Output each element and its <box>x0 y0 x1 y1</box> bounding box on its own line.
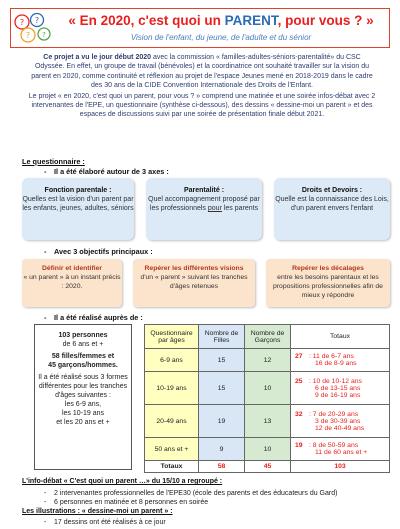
total-cell <box>291 349 390 372</box>
population-box <box>34 324 132 470</box>
pop-forms: Il a été réalisé sous 3 formes différentes pour les tranches d'âges suivantes : <box>38 374 128 399</box>
list-item-text: 2 intervenantes professionnelles de l'EPE30 (école des parents et des éducateurs du Gard) <box>54 490 338 497</box>
header-cell: Nombre de Filles <box>199 325 245 349</box>
total-number: 19 <box>295 442 303 449</box>
speech-bubbles-logo-icon <box>13 12 53 46</box>
boys-cell: 12 <box>245 349 291 372</box>
objective-text: entre les besoins parentaux et les propositions professionnelles afin de mieux y répondre <box>273 274 383 299</box>
objective-title: Repérer les différentes visions <box>144 265 244 272</box>
axis-card-droits <box>274 178 390 240</box>
title-part-2: , pour vous ? » <box>277 13 374 28</box>
objective-title: Repérer les décalages <box>292 265 364 272</box>
total-detail: : 11 de 6-7 ans 16 de 8-9 ans <box>295 353 357 367</box>
intro-paragraph-1 <box>28 53 376 91</box>
illustrations-heading: Les illustrations : « dessine-moi un parent » : <box>22 508 173 515</box>
total-detail: : 10 de 10-12 ans 6 de 13-15 ans 9 de 16-19 ans <box>295 378 362 399</box>
intro-p1-rest: avec la commission « familles-adultes-séniors-parentalité» du CSC Odyssée. En effet, un groupe de travail (bénévoles) et la coordinatrice ont souhaité travailler sur la vision du parent en 2020, comme continuité et réflexion au projet de l'espace Jeunes mené en 2018-2019 dans le cadre des 30 ans de la CIDE Convention Internationale des Droits de l'Enfant. <box>31 54 373 90</box>
axis-title: Droits et Devoirs : <box>301 187 363 194</box>
total-cell <box>291 372 390 405</box>
total-detail: : 7 de 20-29 ans 3 de 30-39 ans 12 de 40-49 ans <box>295 411 364 432</box>
pop-age: de 6 ans et + <box>62 341 104 348</box>
header-cell: Nombre de Garçons <box>245 325 291 349</box>
axis-text-pre: Quel accompagnement proposé par les professionnels <box>148 196 260 212</box>
list-item <box>44 489 337 498</box>
age-cell: 10-19 ans <box>145 372 199 405</box>
axes-row <box>22 178 390 240</box>
objective-card-visions <box>133 259 255 307</box>
svg-text:?: ? <box>42 31 46 39</box>
objectives-heading <box>44 247 153 256</box>
illustrations-list <box>44 518 166 527</box>
axes-heading-text: Il a été élaboré autour de 3 axes : <box>54 167 169 176</box>
svg-text:?: ? <box>19 18 25 27</box>
detail-line: 8 de 50-59 ans <box>312 442 359 449</box>
detail-line: 11 de 6-7 ans <box>312 353 354 360</box>
total-number: 32 <box>295 410 303 418</box>
detail-line: 12 de 40-49 ans <box>315 424 365 432</box>
title-parent: PARENT <box>224 13 278 28</box>
detail-line: 3 de 30-39 ans <box>315 417 361 425</box>
infodebat-heading: L'info-débat « C'est quoi un parent …» du 15/10 a regroupé : <box>22 478 223 485</box>
age-cell: 6-9 ans <box>145 349 199 372</box>
title-box <box>10 8 390 48</box>
dash-bullet-icon: - <box>44 313 47 322</box>
pop-boys: 45 garçons/hommes. <box>48 362 118 369</box>
sample-heading <box>44 313 143 322</box>
table-total-row <box>145 461 390 473</box>
boys-cell: 10 <box>245 438 291 461</box>
detail-line: 16 de 8-9 ans <box>315 360 357 367</box>
table-row <box>145 372 390 405</box>
infodebat-list <box>44 489 337 507</box>
dash-bullet-icon: - <box>44 247 47 256</box>
intro-text <box>28 53 376 121</box>
list-item-text: 17 dessins ont été réalisés à ce jour <box>54 519 166 526</box>
header-cell: Totaux <box>291 325 390 349</box>
pop-range-2: les 10-19 ans <box>61 410 105 417</box>
objective-text: « un parent » à un instant précis : 2020. <box>23 274 121 290</box>
boys-cell: 10 <box>245 372 291 405</box>
dash-bullet-icon: - <box>44 490 47 497</box>
axis-title: Fonction parentale : <box>44 187 112 194</box>
total-detail: : 8 de 50-59 ans 11 de 60 ans et + <box>295 442 367 456</box>
list-item <box>44 518 166 527</box>
objective-text: d'un « parent » suivant les tranches d'âges retenues <box>140 274 248 290</box>
objective-card-definir <box>22 259 122 307</box>
girls-cell: 9 <box>199 438 245 461</box>
axis-text: Quelle est la connaissance des Lois, d'un parent envers l'enfant <box>275 196 389 212</box>
dash-bullet-icon: - <box>44 167 47 176</box>
list-item-text: 6 personnes en matinée et 8 personnes en soirée <box>54 499 209 506</box>
axis-card-fonction <box>22 178 134 240</box>
total-cell <box>291 405 390 438</box>
pop-girls: 58 filles/femmes et <box>51 353 115 360</box>
detail-line: 11 de 60 ans et + <box>315 449 368 456</box>
total-cell <box>291 438 390 461</box>
total-number: 25 <box>295 377 303 385</box>
totals-boys: 45 <box>245 461 291 473</box>
intro-lead: Ce projet a vu le jour début 2020 <box>43 54 152 61</box>
objective-title: Définir et identifier <box>41 265 103 272</box>
objectives-row <box>22 259 390 307</box>
axis-text <box>146 195 262 213</box>
totals-girls: 58 <box>199 461 245 473</box>
pop-range-3: et les 20 ans et + <box>56 419 110 426</box>
axes-heading <box>44 167 169 176</box>
detail-line: 10 de 10-12 ans <box>312 377 362 385</box>
intro-paragraph-2: Le projet « en 2020, c'est quoi un parent, pour vous ? » comprend une matinée et une soirée infos-débat avec 2 intervenantes de l'EPE, un questionnaire (synthèse ci-dessous), des dessins « dessine-moi un parent » et des espaces de discussions suivi par une soirée de présentation finale début 2021. <box>28 92 376 119</box>
girls-cell: 19 <box>199 405 245 438</box>
totals-label: Totaux <box>145 461 199 473</box>
total-number: 27 <box>295 353 303 360</box>
objective-card-decalages <box>266 259 390 307</box>
title-part-1: « En 2020, c'est quoi un <box>68 13 225 28</box>
header-cell: Questionnaire par âges <box>145 325 199 349</box>
table-header-row <box>145 325 390 349</box>
svg-text:?: ? <box>25 31 31 40</box>
detail-line: 7 de 20-29 ans <box>312 410 359 418</box>
pop-range-1: les 6-9 ans, <box>64 401 102 408</box>
dash-bullet-icon: - <box>44 519 47 526</box>
axis-text-underlined: pour <box>207 205 222 212</box>
list-item <box>44 498 337 507</box>
axis-card-parentalite <box>146 178 262 240</box>
axis-title: Parentalité : <box>183 187 225 194</box>
detail-line: 6 de 13-15 ans <box>315 384 361 392</box>
questionnaire-heading: Le questionnaire : <box>22 157 85 166</box>
girls-cell: 15 <box>199 372 245 405</box>
svg-text:?: ? <box>34 16 40 25</box>
pop-total: 103 personnes <box>58 332 108 339</box>
page-title <box>56 13 386 28</box>
girls-cell: 15 <box>199 349 245 372</box>
table-row <box>145 349 390 372</box>
axis-text: Quelles est la vision d'un parent par les enfants, jeunes, adultes, séniors <box>22 196 134 212</box>
boys-cell: 13 <box>245 405 291 438</box>
stats-table <box>144 324 390 473</box>
table-row <box>145 405 390 438</box>
objectives-heading-text: Avec 3 objectifs principaux : <box>54 247 153 256</box>
detail-line: 9 de 16-19 ans <box>315 391 361 399</box>
age-cell: 50 ans et + <box>145 438 199 461</box>
age-cell: 20-49 ans <box>145 405 199 438</box>
sample-heading-text: Il a été réalisé auprès de : <box>54 313 143 322</box>
table-row <box>145 438 390 461</box>
axis-text-post: les parents <box>221 205 259 212</box>
dash-bullet-icon: - <box>44 499 47 506</box>
page-subtitle: Vision de l'enfant, du jeune, de l'adulte et du sénior <box>130 33 312 42</box>
totals-all: 103 <box>291 461 390 473</box>
